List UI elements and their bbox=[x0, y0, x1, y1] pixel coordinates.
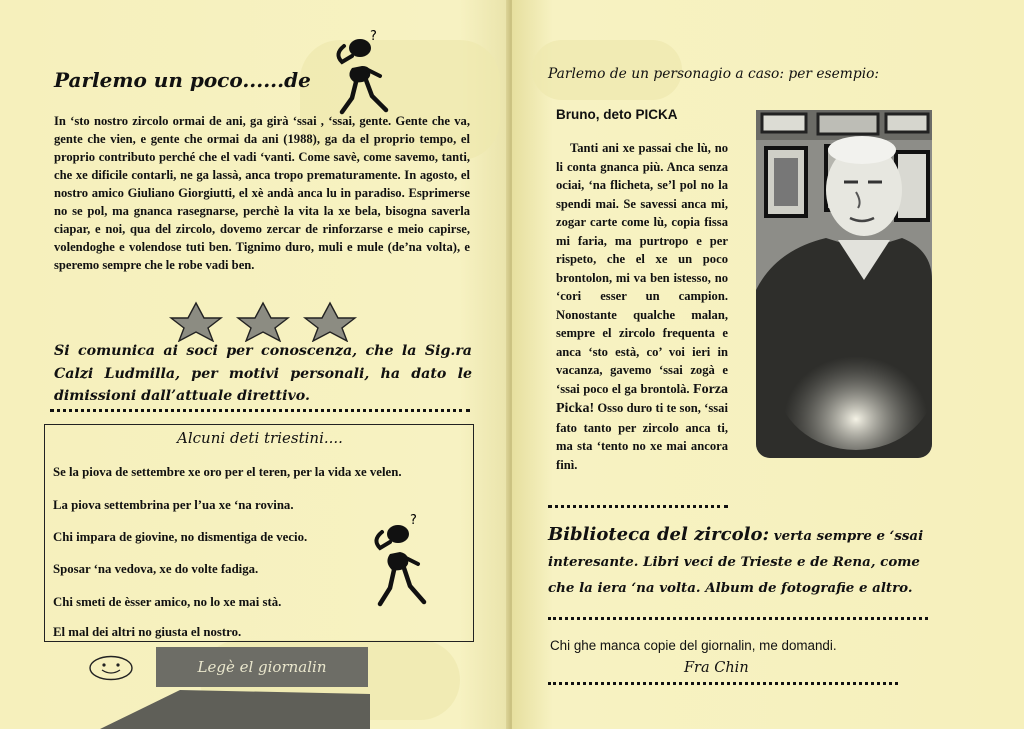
dotted-divider bbox=[548, 505, 728, 508]
dotted-divider bbox=[548, 682, 898, 685]
profile-subheading: Bruno, deto PICKA bbox=[556, 107, 678, 122]
thinking-figure-icon bbox=[366, 512, 442, 610]
library-title: Biblioteca del zircolo: bbox=[548, 524, 770, 545]
library-text: verta sempre e ‘ssai interesante. Libri veci de Trieste e de Rena, come che la iera ‘na volta. Album de fotografie e altro. bbox=[548, 528, 924, 596]
three-stars-decoration bbox=[158, 300, 368, 342]
profile-paragraph bbox=[556, 139, 728, 474]
svg-text:?: ? bbox=[370, 29, 377, 44]
portrait-image bbox=[756, 110, 932, 458]
svg-text:?: ? bbox=[410, 513, 417, 528]
left-heading: Parlemo un poco......de bbox=[54, 68, 311, 92]
library-paragraph bbox=[548, 522, 932, 601]
star-icon bbox=[171, 303, 221, 341]
author-signature: Fra Chin bbox=[684, 660, 749, 676]
saying-item: Chi smeti de èsser amico, no lo xe mai stà. bbox=[53, 595, 282, 609]
star-icon bbox=[238, 303, 288, 341]
dotted-divider bbox=[548, 617, 928, 620]
profile-body-end: Osso duro ti te son, ‘ssai fato tanto per zircolo anca ti, ma sta ‘tento no xe mai ancora finì. bbox=[556, 401, 728, 472]
saying-item: Se la piova de settembre xe oro per el teren, per la vida xe velen. bbox=[53, 465, 402, 479]
intro-paragraph: In ‘sto nostro zircolo ormai de ani, ga girà ‘ssai , ‘ssai, gente. Gente che va, gente che vien, e gente che ormai da ani (1988), ga da el proprio tempo, el proprio contributo perché che el vadi ‘vanti. Come savè, come savemo, tanti, che xe dificile contarli, ne ga lassà, anca tropo prematuramente. In agosto, el nostro amico Giuliano Giorgiutti, el xè andà anca lu in paradiso. Esprimerse no se pol, ma gnanca rasegnarse, perchè la vita la xe bela, bisogna saverla ciapar, e noi, qua del zircolo, dovemo zercar de rinforzarse e meio capirse, volendoghe e volendose tuti ben. Tignimo duro, muli e mule (de’na volta), e speremo sempre che le robe vadi ben. bbox=[54, 114, 470, 272]
copies-request: Chi ghe manca copie del giornalin, me domandi. bbox=[550, 638, 837, 653]
saying-item: La piova settembrina per l’ua xe ‘na rovina. bbox=[53, 498, 294, 512]
saying-item: Sposar ‘na vedova, xe do volte fadiga. bbox=[53, 562, 259, 576]
portrait-photo bbox=[756, 110, 932, 458]
right-heading: Parlemo de un personagio a caso: per esempio: bbox=[548, 66, 880, 82]
profile-body: Tanti ani xe passai che lù, no li conta gnanca più. Anca senza ociai, ‘na flicheta, se’l pol no la spendi mai. Se savessi anca mi, zogar carte come lù, copia fissa mi faria, ma purtropo e per rispeto, che el xe un poco brontolon, mi va ben istesso, no ‘cori esser un campion. Nonostante qualche malan, sempre el zircolo frequenta e anca ‘sto està, co’ voi ieri in vacanza, gavemo ‘ssai zogà e ‘ssai poco el ga brontolà. bbox=[556, 141, 728, 396]
star-icon bbox=[305, 303, 355, 341]
sayings-title: Alcuni deti triestini.... bbox=[177, 429, 343, 447]
saying-item: El mal dei altri no giusta el nostro. bbox=[53, 625, 242, 639]
banner-shadow-shape bbox=[100, 690, 370, 729]
profile-emphasis: Forza Picka! bbox=[556, 381, 728, 416]
thinking-figure-icon bbox=[330, 26, 406, 118]
resignation-notice: Si comunica ai soci per conoscenza, che la Sig.ra Calzi Ludmilla, per motivi personali, ha dato le dimissioni dall’attuale direttivo. bbox=[54, 343, 472, 404]
dotted-divider bbox=[50, 409, 470, 412]
read-newsletter-banner: Legè el giornalin bbox=[156, 647, 368, 687]
saying-item: Chi impara de giovine, no dismentiga de vecio. bbox=[53, 530, 308, 544]
smiley-icon bbox=[88, 655, 134, 681]
